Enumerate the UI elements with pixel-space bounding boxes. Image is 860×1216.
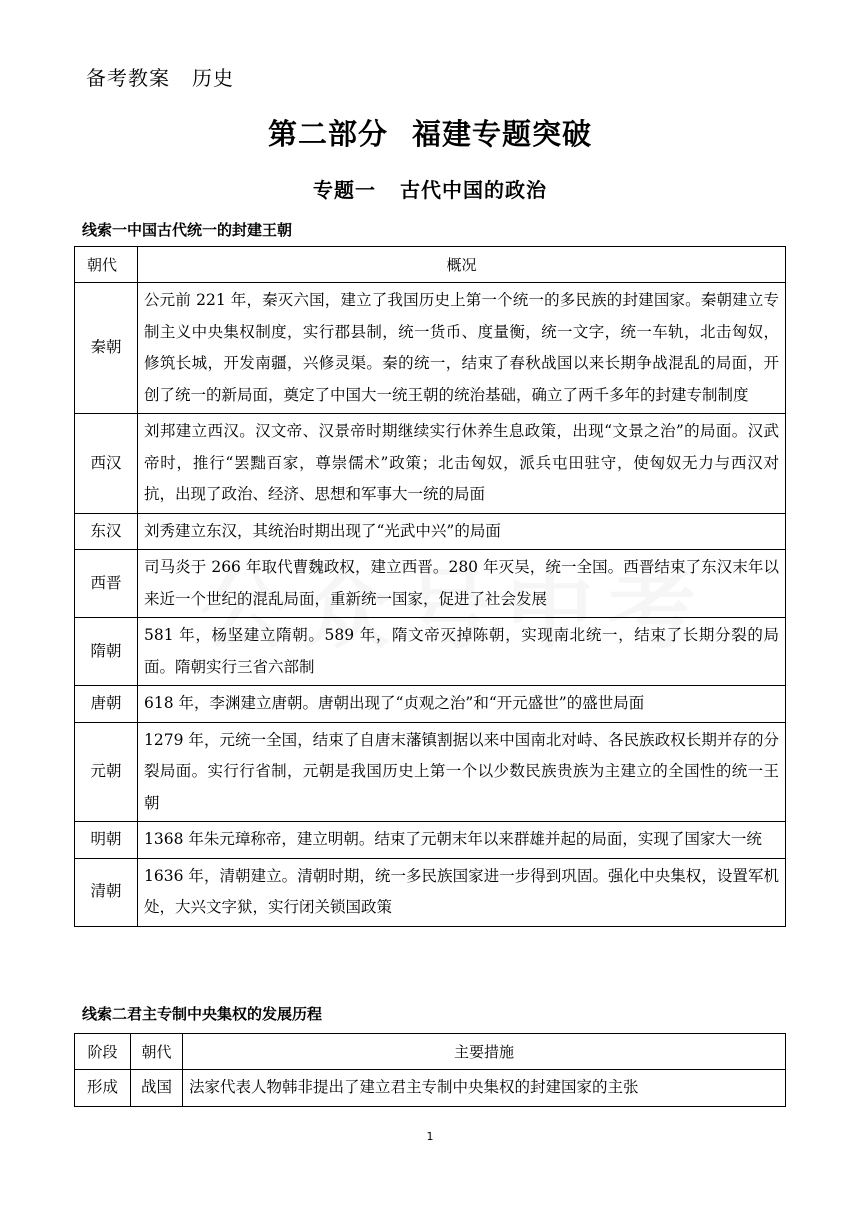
table-row	[75, 722, 786, 822]
summary-cell: 1368 年朱元璋称帝，建立明朝。结束了元朝末年以来群雄并起的局面，实现了国家大一统	[138, 822, 786, 859]
dynasty-cell: 东汉	[75, 513, 138, 550]
header-subject: 历史	[192, 66, 234, 90]
dynasty-cell: 西汉	[75, 414, 138, 514]
dynasty-cell: 明朝	[75, 822, 138, 859]
summary-cell: 公元前 221 年，秦灭六国，建立了我国历史上第一个统一的多民族的封建国家。秦朝建立专制主义中央集权制度，实行郡县制，统一货币、度量衡，统一文字，统一车轨，北击匈奴，修筑长城，开发南疆，兴修灵渠。秦的统一，结束了春秋战国以来长期争战混乱的局面，开创了统一的新局面，奠定了中国大一统王朝的统治基础，确立了两千多年的封建专制制度	[138, 283, 786, 414]
column-header-measures: 主要措施	[183, 1034, 786, 1070]
table-header-row	[75, 1034, 786, 1070]
table-row	[75, 686, 786, 723]
summary-cell: 1636 年，清朝建立。清朝时期，统一多民族国家进一步得到巩固。强化中央集权，设置军机处，大兴文字狱，实行闭关锁国政策	[138, 858, 786, 926]
summary-cell: 618 年，李渊建立唐朝。唐朝出现了“贞观之治”和“开元盛世”的盛世局面	[138, 686, 786, 723]
table-row	[75, 858, 786, 926]
subtitle-topic-name: 古代中国的政治	[400, 178, 547, 202]
section2-heading: 线索二君主专制中央集权的发展历程	[82, 1005, 323, 1023]
page-title	[0, 112, 860, 153]
dynasty-cell: 清朝	[75, 858, 138, 926]
document-header	[86, 62, 234, 91]
title-part: 第二部分	[267, 117, 388, 151]
dynasty-cell: 隋朝	[75, 618, 138, 686]
dynasty-cell: 秦朝	[75, 283, 138, 414]
column-header-dynasty: 朝代	[75, 247, 138, 283]
summary-cell: 刘秀建立东汉，其统治时期出现了“光武中兴”的局面	[138, 513, 786, 550]
summary-cell: 司马炎于 266 年取代曹魏政权，建立西晋。280 年灭吴，统一全国。西晋结束了东汉末年以来近一个世纪的混乱局面，重新统一国家，促进了社会发展	[138, 550, 786, 618]
table-row	[75, 822, 786, 859]
summary-cell: 581 年，杨坚建立隋朝。589 年，隋文帝灭掉陈朝，实现南北统一，结束了长期分裂的局面。隋朝实行三省六部制	[138, 618, 786, 686]
subtitle-topic-number: 专题一	[313, 178, 376, 202]
measures-cell: 法家代表人物韩非提出了建立君主专制中央集权的封建国家的主张	[183, 1070, 786, 1107]
dynasty-cell: 战国	[131, 1070, 183, 1107]
table-row	[75, 1070, 786, 1107]
table-row	[75, 283, 786, 414]
stage-cell: 形成	[75, 1070, 131, 1107]
table-row	[75, 513, 786, 550]
page-subtitle	[0, 174, 860, 203]
dynasty-table	[74, 246, 786, 927]
summary-cell: 刘邦建立西汉。汉文帝、汉景帝时期继续实行休养生息政策，出现“文景之治”的局面。汉武帝时，推行“罢黜百家，尊崇儒术”政策；北击匈奴，派兵屯田驻守，使匈奴无力与西汉对抗，出现了政治、经济、思想和军事大一统的局面	[138, 414, 786, 514]
table-row	[75, 414, 786, 514]
column-header-dynasty: 朝代	[131, 1034, 183, 1070]
summary-cell: 1279 年，元统一全国，结束了自唐末藩镇割据以来中国南北对峙、各民族政权长期并存的分裂局面。实行行省制，元朝是我国历史上第一个以少数民族贵族为主建立的全国性的统一王朝	[138, 722, 786, 822]
dynasty-cell: 元朝	[75, 722, 138, 822]
page-number: 1	[426, 1130, 434, 1143]
table-row	[75, 618, 786, 686]
section1-heading: 线索一中国古代统一的封建王朝	[82, 221, 293, 239]
header-course: 备考教案	[86, 66, 170, 90]
dynasty-cell: 唐朝	[75, 686, 138, 723]
centralization-table	[74, 1033, 786, 1107]
column-header-summary: 概况	[138, 247, 786, 283]
table-row	[75, 550, 786, 618]
title-topic: 福建专题突破	[412, 117, 593, 151]
table-header-row	[75, 247, 786, 283]
column-header-stage: 阶段	[75, 1034, 131, 1070]
dynasty-cell: 西晋	[75, 550, 138, 618]
